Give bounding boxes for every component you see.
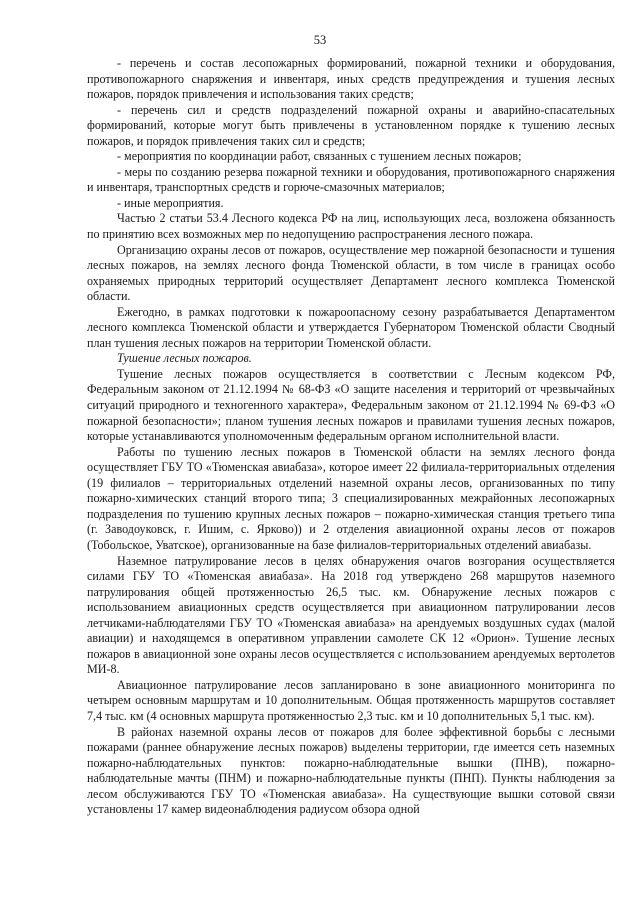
list-item-reserve: - меры по созданию резерва пожарной техники и оборудования, противопожарного снаряжения и инвентаря, транспортных средств и горюче-смазочных материалов;: [87, 164, 615, 195]
paragraph-forest-code: Частью 2 статьи 53.4 Лесного кодекса РФ на лиц, использующих леса, возложена обязанность по принятию всех возможных мер по недопущению распространения лесного пожара.: [87, 211, 615, 242]
list-item-other: - иные мероприятия.: [117, 195, 224, 210]
paragraph-air-patrol: Авиационное патрулирование лесов запланировано в зоне авиационного мониторинга по четырем основным маршрутам и 10 дополнительным. Общая протяженность маршрутов составляет 7,4 тыс. км (4 основных маршрута протяженностью 2,3 тыс. км и 10 дополнительных 5,1 тыс. км).: [87, 677, 615, 723]
document-body: [87, 56, 615, 818]
list-item-forces: - перечень сил и средств подразделений пожарной охраны и аварийно-спасательных формирований, которые могут быть привлечены в установленном порядке к тушению лесных пожаров, и порядок привлечения таких сил и средств;: [87, 102, 615, 148]
list-item-coordination: - мероприятия по координации работ, связанных с тушением лесных пожаров;: [117, 149, 522, 164]
paragraph-aviabase: Работы по тушению лесных пожаров в Тюменской области на землях лесного фонда осуществляет ГБУ ТО «Тюменская авиабаза», которое имеет 22 филиала-территориальных отделения (19 филиалов – территориальных отделений наземной охраны лесов, организованных по типу пожарно-химических станций второго типа; 3 специализированных межрайонных лесопожарных подразделения по тушению крупных лесных пожаров – пожарно-химическая станция третьего типа (г. Заводоуковск, г. Ишим, с. Ярково)) и 2 отделения авиационной охраны лесов от пожаров (Тобольское, Уватское), организованные на базе филиалов-территориальных отделений авиабазы.: [87, 444, 615, 552]
list-item-formations: - перечень и состав лесопожарных формирований, пожарной техники и оборудования, противопожарного снаряжения и инвентаря, иных средств предупреждения и тушения лесных пожаров, порядок привлечения и использования таких средств;: [87, 56, 615, 102]
paragraph-legal-basis: Тушение лесных пожаров осуществляется в соответствии с Лесным кодексом РФ, Федеральным законом от 21.12.1994 № 68-ФЗ «О защите населения и территорий от чрезвычайных ситуаций природного и техногенного характера», Федеральным законом от 21.12.1994 № 69-ФЗ «О пожарной безопасности»; планом тушения лесных пожаров и правилами тушения лесных пожаров, которые устанавливаются уполномоченным федеральным органом исполнительной власти.: [87, 366, 615, 444]
page-number: 53: [313, 33, 327, 47]
paragraph-ground-patrol: Наземное патрулирование лесов в целях обнаружения очагов возгорания осуществляется силами ГБУ ТО «Тюменская авиабаза». На 2018 год утверждено 268 маршрутов наземного патрулирования общей протяженностью 26,5 тыс. км. Обнаружение лесных пожаров с использованием авиационных средств осуществляется при авиационном патрулировании лесов летчиками-наблюдателями ГБУ ТО «Тюменская авиабаза» на арендуемых воздушных судах (малой авиации) и находящемся в оперативном управлении самолете СК 12 «Орион». Тушение лесных пожаров в авиационной зоне охраны лесов осуществляется с использованием арендуемых вертолетов МИ-8.: [87, 553, 615, 677]
section-heading: Тушение лесных пожаров.: [117, 351, 252, 366]
paragraph-organization: Организацию охраны лесов от пожаров, осуществление мер пожарной безопасности и тушения лесных пожаров, на землях лесного фонда Тюменской области, в том числе в границах особо охраняемых природных территорий осуществляет Департамент лесного комплекса Тюменской области.: [87, 242, 615, 304]
paragraph-observation-points: В районах наземной охраны лесов от пожаров для более эффективной борьбы с лесными пожарами (раннее обнаружение лесных пожаров) выделены территории, где имеется сеть наземных пожарно-наблюдательных пунктов: пожарно-наблюдательные вышки (ПНВ), пожарно-наблюдательные мачты (ПНМ) и пожарно-наблюдательные пункты (ПНП). Пункты наблюдения за лесом обслуживаются ГБУ ТО «Тюменская авиабаза». На существующие вышки сотовой связи установлены 17 камер видеонаблюдения радиусом обзора одной: [87, 724, 615, 817]
paragraph-annual-plan: Ежегодно, в рамках подготовки к пожароопасному сезону разрабатывается Департаментом лесного комплекса Тюменской области и утверждается Губернатором Тюменской области Сводный план тушения лесных пожаров на территории Тюменской области.: [87, 304, 615, 350]
